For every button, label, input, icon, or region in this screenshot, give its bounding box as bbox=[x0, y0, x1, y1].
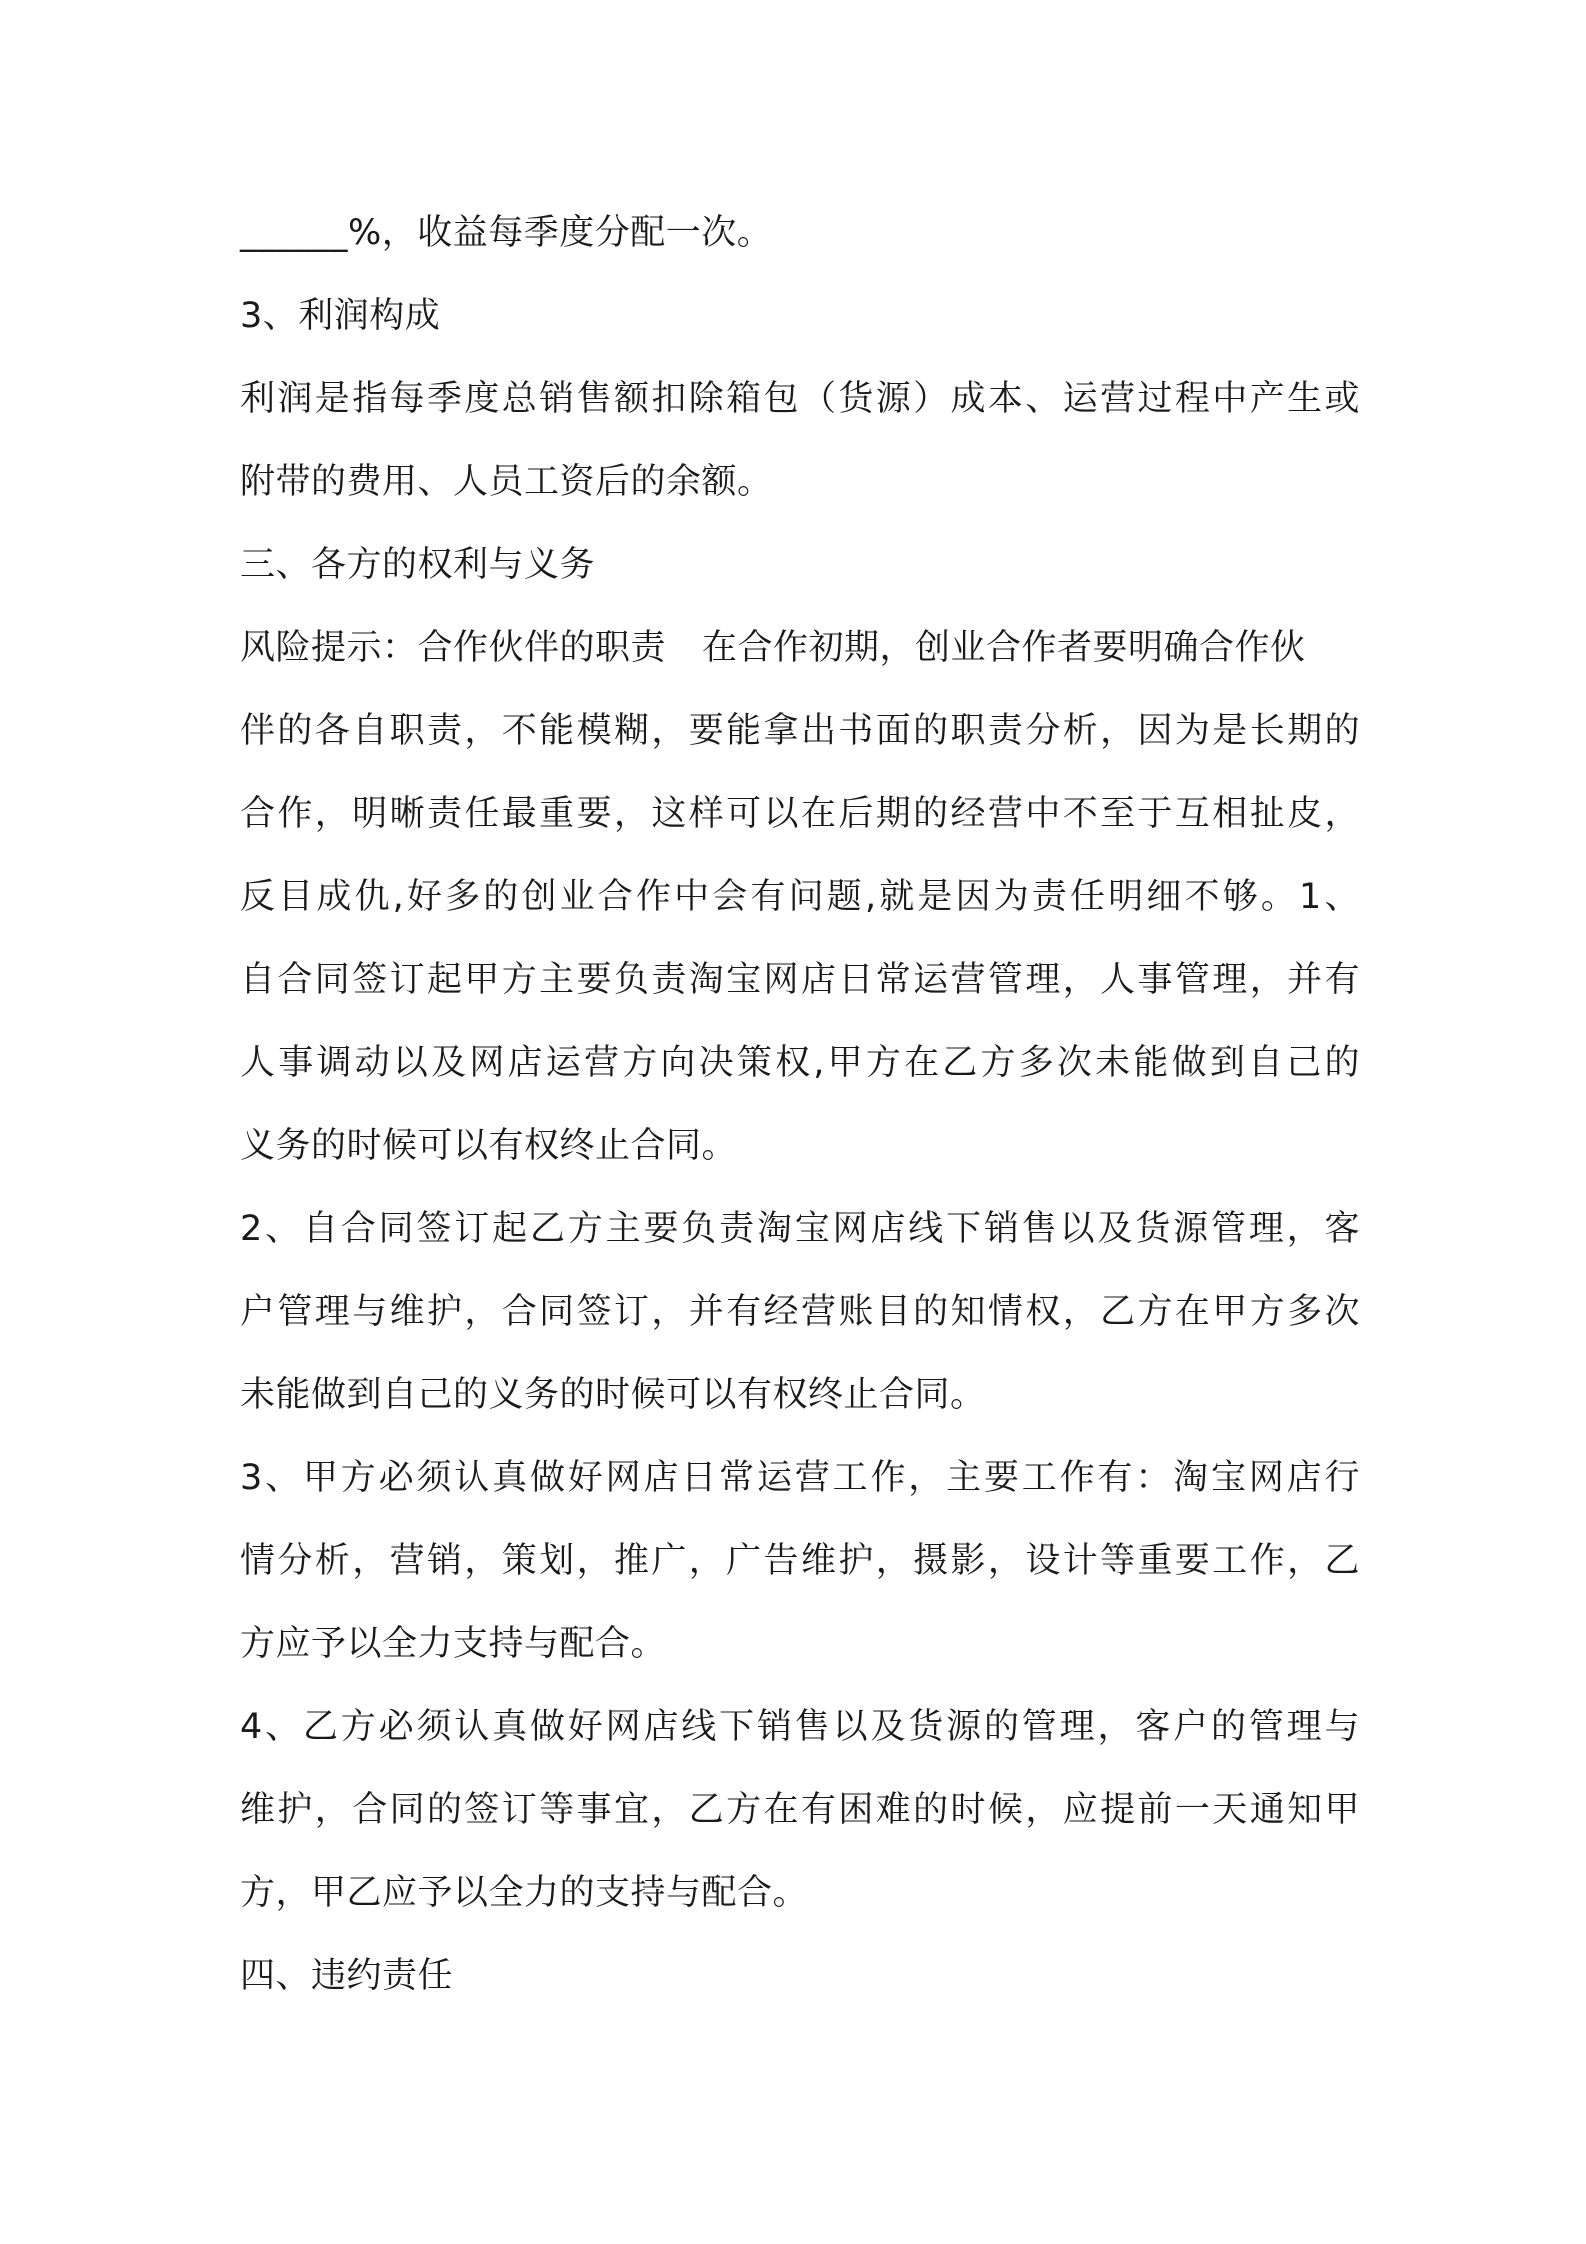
text-line: 维护，合同的签订等事宜，乙方在有困难的时候，应提前一天通知甲 bbox=[240, 1790, 1360, 1830]
text-line: 利润是指每季度总销售额扣除箱包（货源）成本、运营过程中产生或 bbox=[240, 379, 1360, 419]
section-heading: 三、各方的权利与义务 bbox=[240, 545, 596, 585]
risk-tip-label: 风险提示：合作伙伴的职责 bbox=[240, 628, 667, 668]
text-line: 自合同签订起甲方主要负责淘宝网店日常运营管理，人事管理，并有 bbox=[240, 960, 1360, 1000]
risk-tip-line bbox=[240, 607, 1360, 690]
text-line: 未能做到自己的义务的时候可以有权终止合同。 bbox=[240, 1375, 986, 1415]
section-heading: 3、利润构成 bbox=[240, 296, 441, 336]
text-line: 附带的费用、人员工资后的余额。 bbox=[240, 462, 773, 502]
text-line: 情分析，营销，策划，推广，广告维护，摄影，设计等重要工作，乙 bbox=[240, 1541, 1360, 1581]
text-line: 2、自合同签订起乙方主要负责淘宝网店线下销售以及货源管理，客 bbox=[240, 1209, 1360, 1249]
text-line: 人事调动以及网店运营方向决策权,甲方在乙方多次未能做到自己的 bbox=[240, 1043, 1360, 1083]
text-line: 义务的时候可以有权终止合同。 bbox=[240, 1126, 738, 1166]
text-line: 方，甲乙应予以全力的支持与配合。 bbox=[240, 1873, 809, 1913]
text-line: ______%，收益每季度分配一次。 bbox=[240, 213, 773, 253]
text-line: 伴的各自职责，不能模糊，要能拿出书面的职责分析，因为是长期的 bbox=[240, 711, 1360, 751]
text-line: 方应予以全力支持与配合。 bbox=[240, 1624, 667, 1664]
section-heading: 四、违约责任 bbox=[240, 1956, 454, 1996]
risk-tip-text: 在合作初期，创业合作者要明确合作伙 bbox=[702, 628, 1306, 668]
document-body bbox=[240, 192, 1360, 2018]
text-line: 3、甲方必须认真做好网店日常运营工作，主要工作有：淘宝网店行 bbox=[240, 1458, 1360, 1498]
text-line: 合作，明晰责任最重要，这样可以在后期的经营中不至于互相扯皮， bbox=[240, 794, 1360, 834]
text-line: 户管理与维护，合同签订，并有经营账目的知情权，乙方在甲方多次 bbox=[240, 1292, 1360, 1332]
text-line: 4、乙方必须认真做好网店线下销售以及货源的管理，客户的管理与 bbox=[240, 1707, 1360, 1747]
text-line: 反目成仇,好多的创业合作中会有问题,就是因为责任明细不够。1、 bbox=[240, 877, 1360, 917]
